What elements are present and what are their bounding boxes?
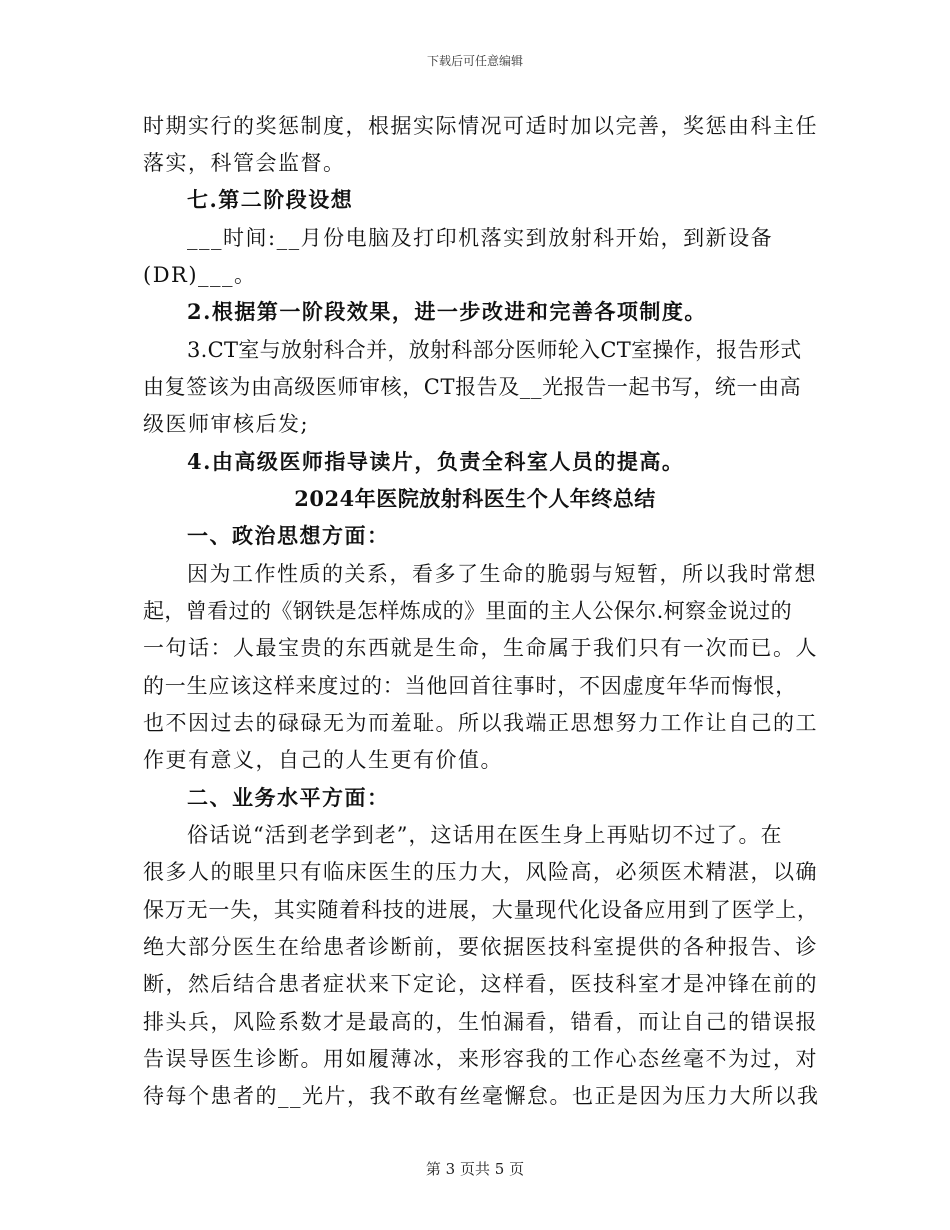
paragraph-line: 因为工作性质的关系，看多了生命的脆弱与短暂，所以我时常想 — [187, 562, 817, 586]
section-heading: 一、政治思想方面： — [187, 523, 390, 548]
paragraph-line: 一句话：人最宝贵的东西就是生命，生命属于我们只有一次而已。人 — [143, 636, 818, 660]
paragraph-line: 由复签该为由高级医师审核，CT报告及__光报告一起书写，统一由高 — [143, 375, 802, 399]
paragraph-line: 作更有意义，自己的人生更有价值。 — [143, 748, 503, 772]
paragraph-line: 也不因过去的碌碌无为而羞耻。所以我端正思想努力工作让自己的工 — [143, 711, 818, 735]
paragraph-line: 待每个患者的__光片，我不敢有丝毫懈怠。也正是因为压力大所以我 — [143, 1084, 820, 1108]
section-heading: 七.第二阶段设想 — [187, 187, 354, 212]
document-title: 2024年医院放射科医生个人年终总结 — [294, 486, 656, 511]
bold-paragraph-line: 2.根据第一阶段效果，进一步改进和完善各项制度。 — [187, 299, 707, 324]
paragraph-line: ___时间:__月份电脑及打印机落实到放射科开始，到新设备 — [187, 226, 774, 250]
bold-paragraph-line: 4.由高级医师指导读片，负责全科室人员的提高。 — [187, 449, 685, 474]
paragraph-line: 的一生应该这样来度过的：当他回首往事时，不因虚度年华而悔恨， — [143, 674, 797, 698]
paragraph-line: 保万无一失，其实随着科技的进展，大量现代化设备应用到了医学上， — [143, 898, 819, 922]
paragraph-line: 告误导医生诊断。用如履薄冰，来形容我的工作心态丝毫不为过，对 — [143, 1047, 818, 1071]
paragraph-line: 很多人的眼里只有临床医生的压力大，风险高，必须医术精湛，以确 — [143, 860, 818, 884]
paragraph-line: (DR)___。 — [143, 263, 257, 287]
paragraph-line: 俗话说“活到老学到老”，这话用在医生身上再贴切不过了。在 — [187, 823, 783, 847]
page-header: 下载后可任意编辑 — [426, 54, 523, 68]
paragraph-line: 起，曾看过的《钢铁是怎样炼成的》里面的主人公保尔.柯察金说过的 — [143, 599, 793, 623]
paragraph-line: 排头兵，风险系数才是最高的，生怕漏看，错看，而让自己的错误报 — [143, 1010, 818, 1034]
paragraph-line: 断，然后结合患者症状来下定论，这样看，医技科室才是冲锋在前的 — [143, 972, 818, 996]
paragraph-line: 落实，科管会监督。 — [143, 151, 346, 175]
paragraph-line: 绝大部分医生在给患者诊断前，要依据医技科室提供的各种报告、诊 — [143, 935, 818, 959]
paragraph-line: 时期实行的奖惩制度，根据实际情况可适时加以完善，奖惩由科主任 — [143, 114, 818, 138]
section-heading: 二、业务水平方面： — [187, 785, 390, 810]
page-footer: 第 3 页共 5 页 — [425, 1160, 525, 1178]
paragraph-line: 3.CT室与放射科合并，放射科部分医师轮入CT室操作，报告形式 — [187, 338, 802, 362]
paragraph-line: 级医师审核后发; — [143, 412, 310, 436]
